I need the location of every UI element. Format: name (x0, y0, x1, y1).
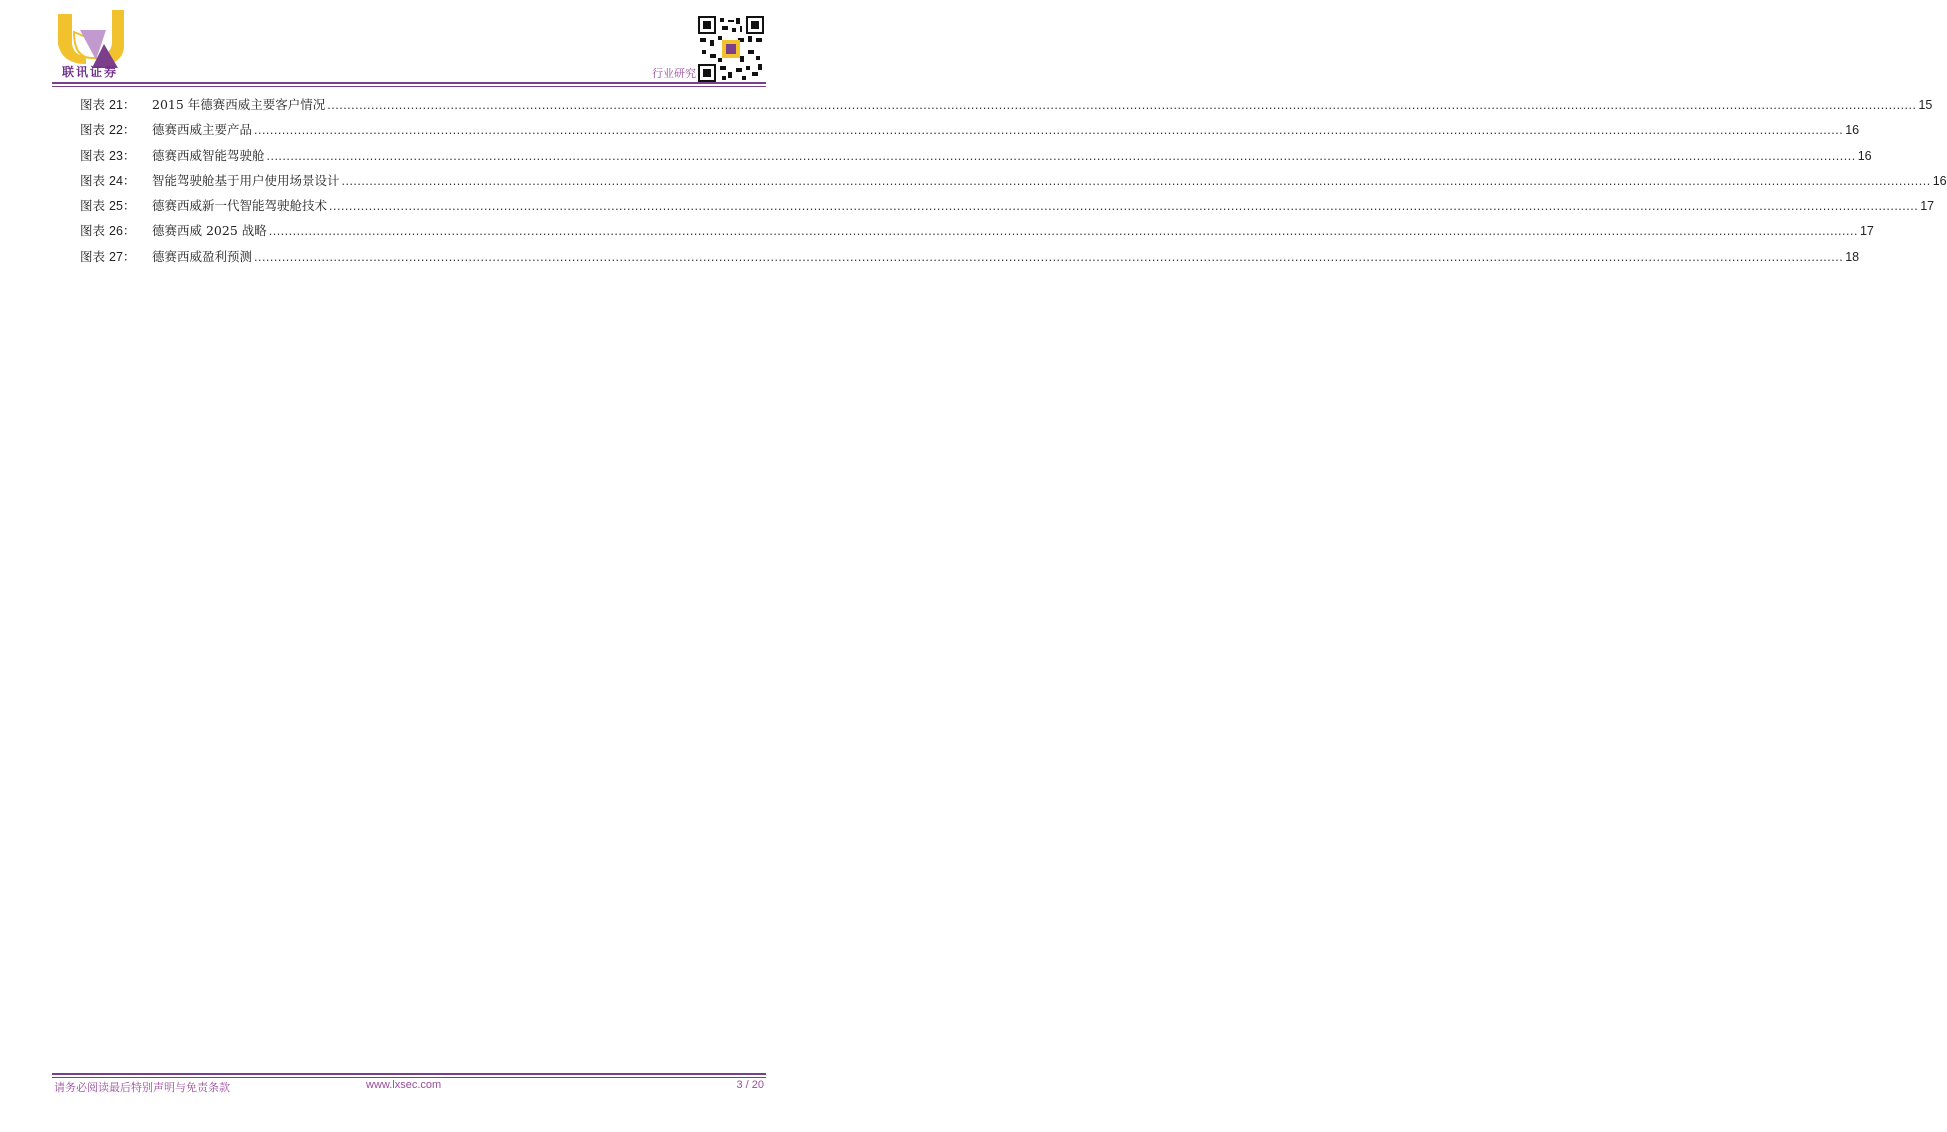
toc-separator: ： (122, 97, 136, 112)
header-divider-thin (52, 86, 766, 87)
toc-label: 图表 (80, 198, 106, 214)
toc-label: 图表 (80, 147, 106, 163)
toc-leader-dots: ................................................................................................................................................................................................................................................................................................................................................................................................................ (254, 123, 1844, 138)
toc-leader-dots: ................................................................................................................................................................................................................................................................................................................................................................................................................ (254, 249, 1844, 264)
toc-leader-dots: ................................................................................................................................................................................................................................................................................................................................................................................................................ (329, 199, 1919, 214)
footer-divider (52, 1073, 766, 1075)
toc-separator: ： (122, 122, 136, 138)
toc-number: 22 (109, 123, 123, 138)
toc-number: 21 (109, 98, 123, 112)
toc-title: 德赛西威新一代智能驾驶舱技术 (152, 198, 328, 214)
toc-number: 25 (109, 199, 123, 214)
toc-entry[interactable] (80, 120, 1860, 145)
figure-list (80, 95, 1947, 272)
toc-number: 26 (109, 224, 123, 239)
toc-leader-dots: ................................................................................................................................................................................................................................................................................................................................................................................................................ (341, 173, 1931, 188)
toc-page-number: 16 (1845, 123, 1860, 138)
toc-title: 德赛西威智能驾驶舱 (152, 147, 265, 163)
toc-label: 图表 (80, 97, 106, 112)
toc-label: 图表 (80, 122, 106, 138)
toc-number: 24 (109, 173, 123, 188)
toc-number: 27 (109, 249, 123, 264)
brand-name: 联讯证券 (61, 65, 118, 79)
header-divider (52, 82, 766, 84)
toc-page-number: 15 (1918, 98, 1933, 112)
toc-title: 德赛西威盈利预测 (152, 248, 253, 264)
toc-label: 图表 (80, 248, 106, 264)
toc-separator: ： (122, 223, 136, 239)
toc-separator: ： (122, 198, 136, 214)
toc-page-number: 17 (1920, 199, 1935, 214)
footer-disclaimer: 请务必阅读最后特别声明与免责条款 (54, 1081, 230, 1094)
toc-label: 图表 (80, 172, 106, 188)
footer-divider-thin (52, 1077, 766, 1078)
toc-page-number: 18 (1845, 249, 1860, 264)
toc-entry[interactable] (80, 221, 1874, 246)
toc-entry[interactable] (80, 247, 1860, 272)
toc-leader-dots: ................................................................................................................................................................................................................................................................................................................................................................................................................ (266, 148, 1856, 163)
toc-separator: ： (122, 172, 136, 188)
toc-leader-dots: ................................................................................................................................................................................................................................................................................................................................................................................................................ (327, 98, 1917, 112)
toc-title: 德赛西威主要产品 (152, 122, 253, 138)
footer-page-indicator: 3 / 20 (736, 1079, 764, 1091)
toc-page-number: 16 (1857, 148, 1872, 163)
toc-entry[interactable] (80, 146, 1872, 171)
toc-entry[interactable] (80, 196, 1935, 221)
toc-separator: ： (122, 248, 136, 264)
toc-leader-dots: ................................................................................................................................................................................................................................................................................................................................................................................................................ (268, 224, 1858, 239)
header-section-label: 行业研究 (652, 67, 696, 80)
toc-page-number: 17 (1859, 224, 1874, 239)
toc-entry[interactable] (80, 171, 1947, 196)
qr-code-icon (698, 16, 764, 82)
toc-entry[interactable] (80, 95, 1933, 120)
toc-title: 智能驾驶舱基于用户使用场景设计 (152, 172, 340, 188)
toc-page-number: 16 (1932, 173, 1947, 188)
toc-label: 图表 (80, 223, 106, 239)
toc-separator: ： (122, 147, 136, 163)
toc-title: 2015 年德赛西威主要客户情况 (152, 97, 326, 112)
toc-title: 德赛西威 2025 战略 (152, 223, 267, 239)
toc-number: 23 (109, 148, 123, 163)
footer-website-link[interactable]: www.lxsec.com (366, 1079, 442, 1091)
